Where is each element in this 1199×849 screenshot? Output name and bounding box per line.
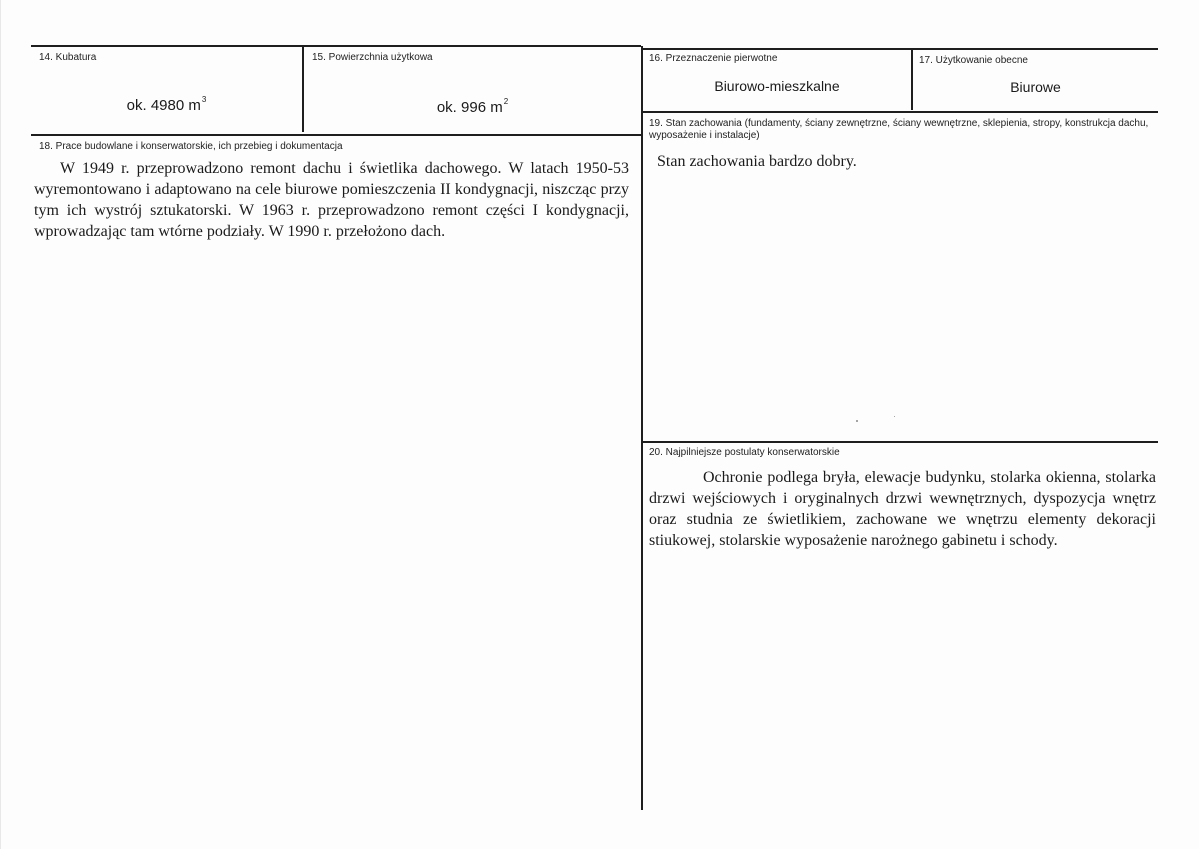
field-14-unit-sup: 3 (201, 95, 207, 104)
field-18-label: 18. Prace budowlane i konserwatorskie, ich przebieg i dokumentacja (39, 141, 343, 152)
field-16-value: Biurowo-mieszkalne (714, 78, 840, 94)
field-18-text: W 1949 r. przeprowadzono remont dachu i świetlika dachowego. W latach 1950-53 wyremontowano i adaptowano na cele biurowe pomieszczenia II kondygnacji, niszcząc przy tym ich wystrój sztukatorski. W 1963 r. przeprowadzono remont części I kondygnacji, wprowadzając tam wtórne podziały. W 1990 r. przełożono dach. (34, 160, 629, 240)
field-15-value (304, 97, 641, 116)
field-15-unit-sup: 2 (503, 97, 509, 106)
field-14-value (31, 95, 302, 114)
field-16-label: 16. Przeznaczenie pierwotne (649, 53, 778, 64)
border-under-16-17 (641, 111, 1158, 113)
field-20-text: Ochronie podlega bryła, elewacje budynku, stolarka okienna, stolarka drzwi wejściowych i oryginalnych drzwi wewnętrznych, dyspozycja wnętrz oraz studnia ze świetlikiem, zachowane we wnętrzu elementy dekoracji stiukowej, stolarskie wyposażenie narożnego gabinetu i schody. (649, 469, 1156, 549)
center-divider (641, 46, 643, 810)
field-19-label: 19. Stan zachowania (fundamenty, ściany zewnętrzne, ściany wewnętrzne, sklepienia, stropy, konstrukcja dachu, wyposażenie i instalacje) (649, 118, 1149, 141)
scan-speck (894, 416, 895, 417)
field-20-label: 20. Najpilniejsze postulaty konserwatorskie (649, 447, 840, 458)
border-above-20 (641, 441, 1158, 443)
divider-14-15 (302, 46, 304, 132)
top-border-right (641, 48, 1158, 50)
field-14-label: 14. Kubatura (39, 52, 97, 63)
field-19-text: Stan zachowania bardzo dobry. (657, 153, 857, 170)
scan-speck (856, 420, 858, 422)
field-17-label: 17. Użytkowanie obecne (919, 55, 1028, 66)
field-15-value-text: ok. 996 m (436, 99, 503, 116)
border-under-14-15 (31, 134, 641, 136)
field-17-value: Biurowe (1010, 79, 1061, 95)
field-14-value-text: ok. 4980 m (126, 97, 201, 114)
top-border-left (31, 45, 641, 47)
field-15-label: 15. Powierzchnia użytkowa (312, 52, 433, 63)
